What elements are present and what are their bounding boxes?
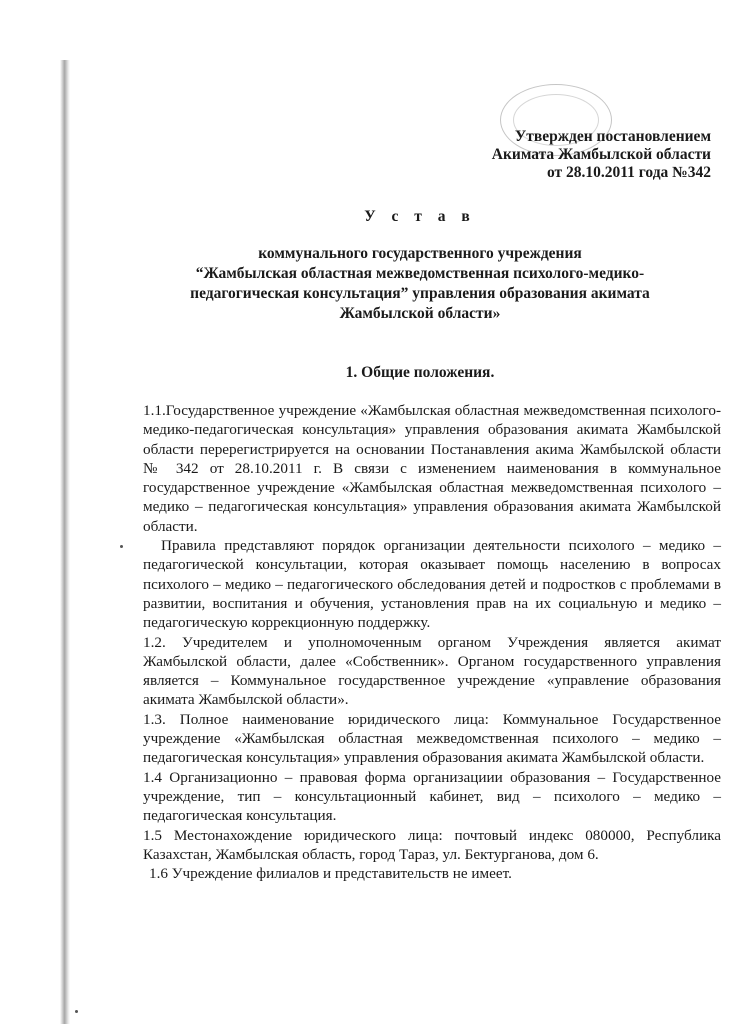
- paragraph-1-5: 1.5 Местонахождение юридического лица: почтовый индекс 080000, Республика Казахстан, Жамбылская область, город Тараз, ул. Бектурганова, дом 6.: [143, 826, 721, 863]
- paragraph-1-2: 1.2. Учредителем и уполномоченным органом Учреждения является акимат Жамбылской области, далее «Собственник». Органом государственного управления является – Коммунальное государственное учреждение «управление образования акимата Жамбылской области».: [143, 633, 721, 709]
- paragraph-1-4: 1.4 Организационно – правовая форма организациии образования – Государственное учреждение, тип – консультационный кабинет, вид – психолого – медико – педагогическая консультация.: [143, 768, 721, 825]
- subtitle-line-2: “Жамбылская областная межведомственная психолого-медико-: [195, 265, 645, 282]
- scan-speck: [120, 545, 123, 548]
- scan-speck: [75, 1010, 78, 1013]
- section-heading: 1. Общие положения.: [345, 364, 495, 381]
- subtitle-line-3: педагогическая консультация” управления образования акимата: [190, 285, 650, 302]
- paragraph-1-6: 1.6 Учреждение филиалов и представительств не имеет.: [149, 865, 512, 883]
- subtitle-line-1: коммунального государственного учреждения: [258, 245, 582, 262]
- paragraph-1-3: 1.3. Полное наименование юридического лица: Коммунальное Государственное учреждение «Жамбылская областная межведомственная психолого – медико – педагогическая консультация» управления образования акимата Жамбылской области.: [143, 710, 721, 767]
- document-title: У с т а в: [364, 208, 476, 225]
- binding-shadow: [60, 60, 70, 1024]
- paragraph-rules: Правила представляют порядок организации деятельности психолого – медико – педагогической консультации, которая оказывает помощь населению в вопросах психолого – медико – педагогического обследования детей и подростков с проблемами в развитии, воспитания и обучения, установления прав на их социальную и медико – педагогическую коррекционную поддержку.: [143, 537, 721, 632]
- subtitle-line-4: Жамбылской области»: [339, 305, 501, 322]
- approval-block: [492, 128, 711, 182]
- document-subtitle: [120, 244, 720, 324]
- approval-line-2: Акимата Жамбылской области: [491, 146, 711, 163]
- approval-line-1: Утвержден постановлением: [514, 128, 711, 145]
- section-body: [143, 401, 721, 883]
- paragraph-1-1: 1.1.Государственное учреждение «Жамбылская областная межведомственная психолого-медико-педагогическая консультация» управления образования акимата Жамбылской области перерегистрируется на основании Постанавления акима Жамбылской области № 342 от 28.10.2011 г. В связи с изменением наименования в коммунальное государственное учреждение «Жамбылская областная межведомственная психолого – медико – педагогическая консультация» управления образования акимата Жамбылской области.: [143, 402, 721, 535]
- approval-line-3: от 28.10.2011 года №342: [546, 164, 711, 181]
